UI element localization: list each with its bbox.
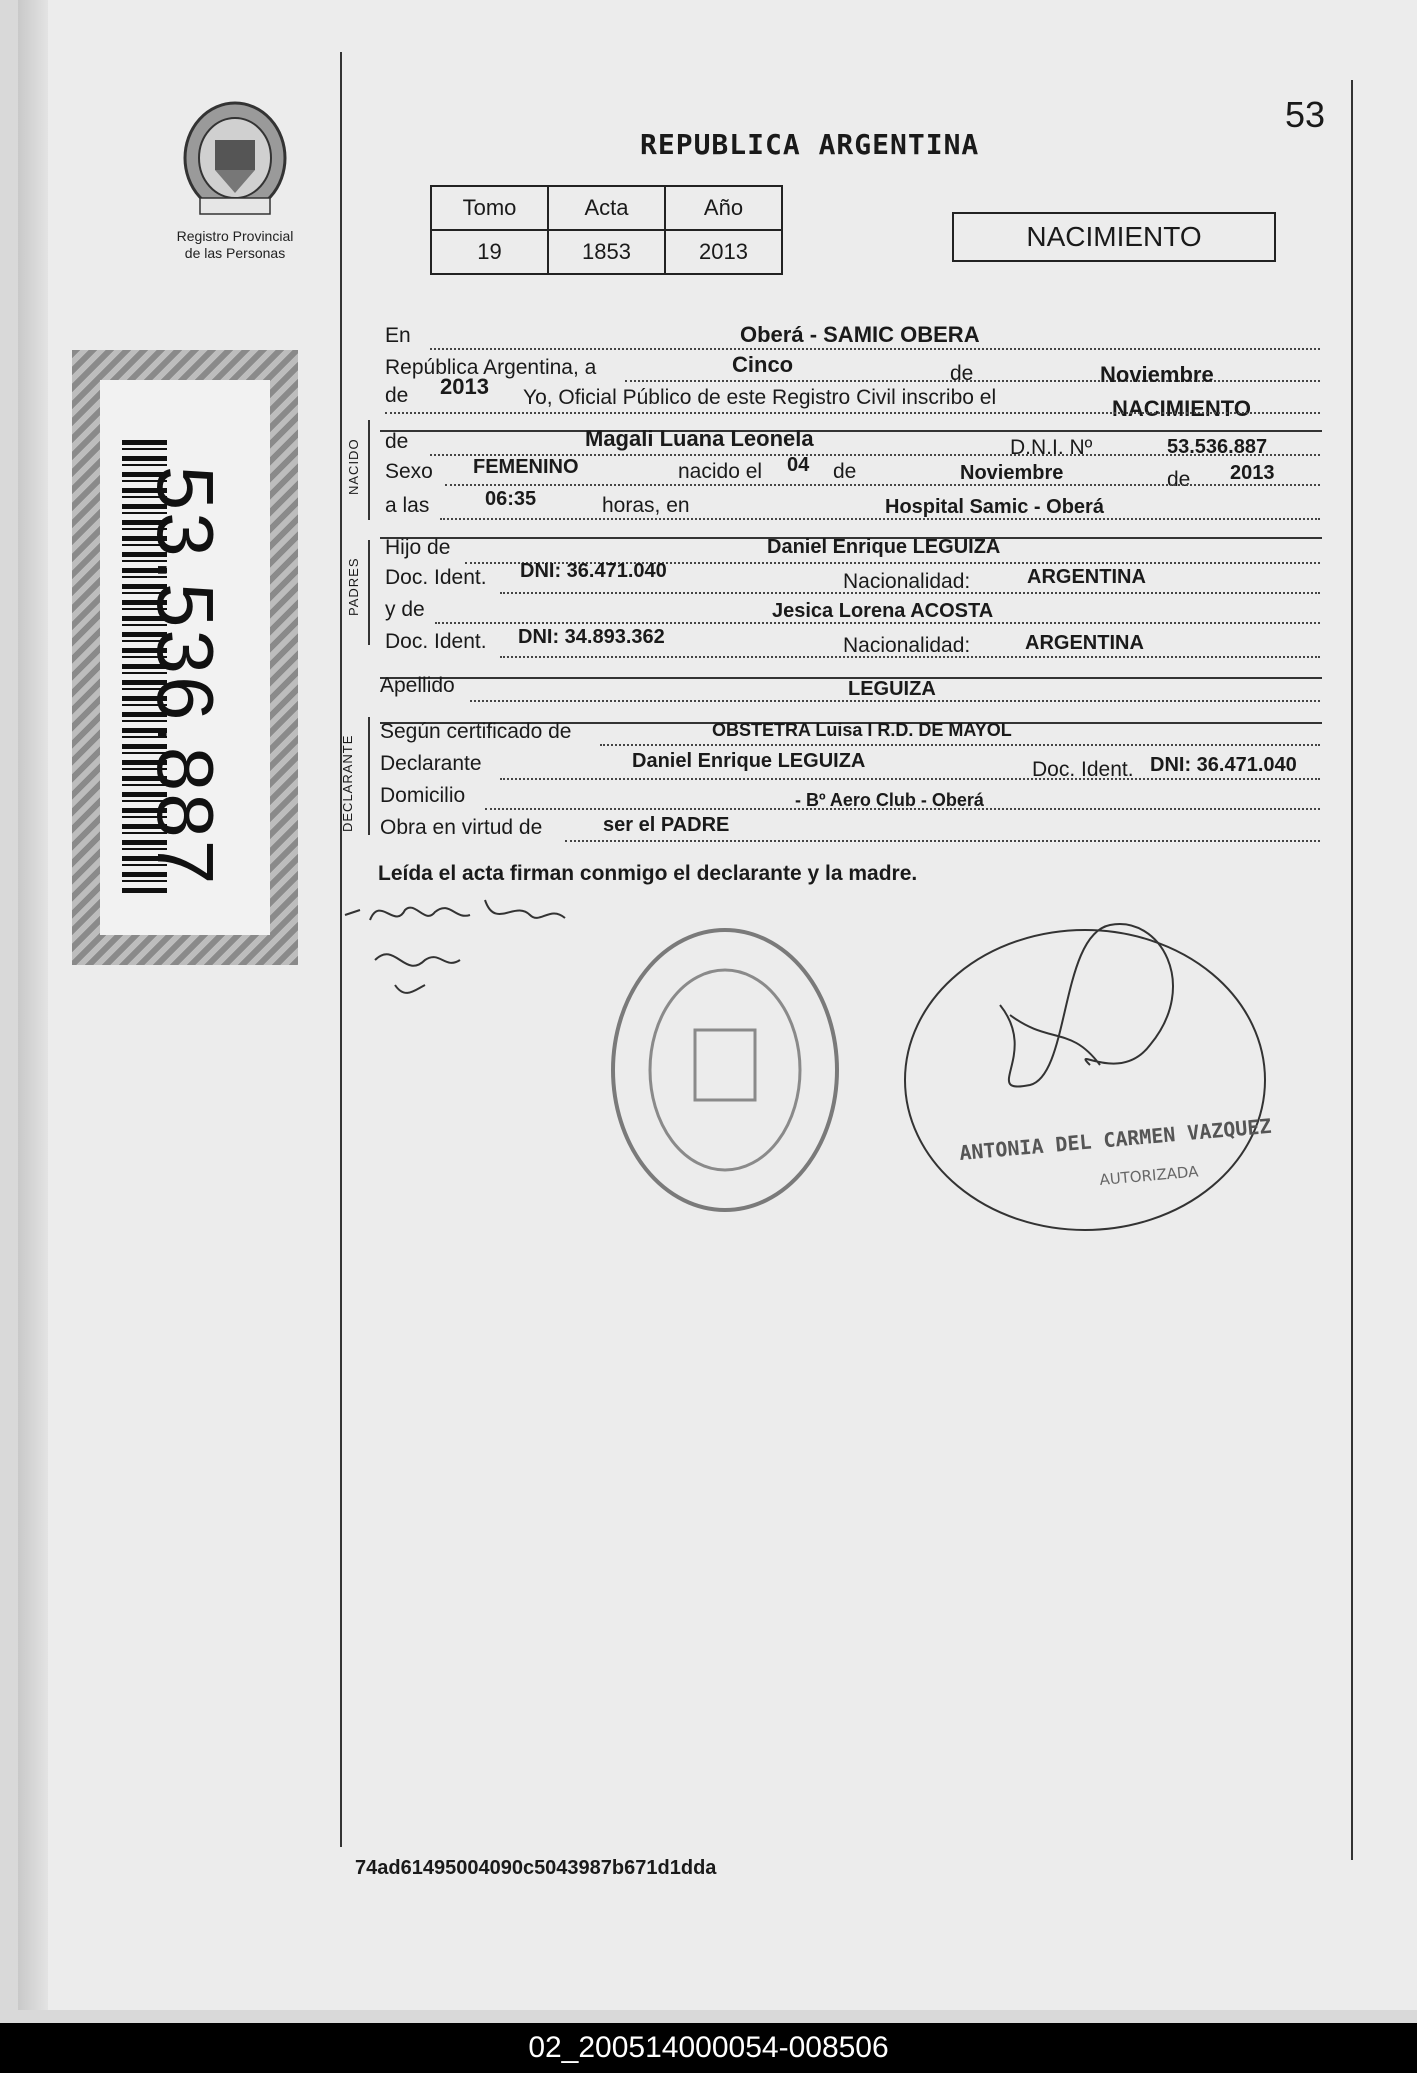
label-doc2: Doc. Ident.	[385, 630, 487, 653]
label-a-las: a las	[385, 494, 430, 517]
dotted-line	[385, 412, 1320, 414]
province-logo	[175, 98, 295, 262]
row-apellido	[380, 668, 1325, 702]
value-dia: Cinco	[732, 352, 794, 377]
row-obra	[380, 810, 1325, 844]
barcode-number: 53.536.887	[141, 465, 230, 887]
page-edge-shadow	[18, 0, 48, 2010]
value-en: Oberá - SAMIC OBERA	[740, 322, 980, 347]
registrar-signature-stamp	[900, 895, 1290, 1240]
side-label-declarante: DECLARANTE	[340, 734, 355, 832]
value-hora: 06:35	[485, 488, 537, 510]
value-doc3: DNI: 36.471.040	[1150, 754, 1297, 776]
registry-table	[430, 185, 783, 275]
side-label-nacido: NACIDO	[346, 438, 361, 495]
value-domicilio: - Bº Aero Club - Oberá	[795, 790, 984, 810]
value-nac1: ARGENTINA	[1027, 566, 1146, 588]
label-domicilio: Domicilio	[380, 784, 466, 807]
value-apellido: LEGUIZA	[848, 678, 936, 700]
value-madre: Jesica Lorena ACOSTA	[772, 600, 994, 622]
label-en: En	[385, 324, 411, 347]
label-horas: horas, en	[602, 494, 690, 517]
registry-header-tomo: Tomo	[431, 186, 548, 230]
row-en	[385, 318, 1325, 352]
value-mes: Noviembre	[1100, 362, 1214, 387]
row-oficial	[385, 374, 1325, 421]
value-nac-mes: Noviembre	[960, 462, 1064, 484]
coat-of-arms-icon	[175, 98, 295, 223]
label-y-de: y de	[385, 598, 425, 621]
barcode-panel	[72, 350, 298, 965]
label-obra: Obra en virtud de	[380, 816, 543, 839]
value-doc2: DNI: 34.893.362	[518, 626, 665, 648]
row-nombre	[385, 424, 1325, 458]
value-nac-anio: 2013	[1230, 462, 1275, 484]
value-declarante: Daniel Enrique LEGUIZA	[632, 750, 866, 772]
row-certificado	[380, 714, 1325, 748]
document-hash: 74ad61495004090c5043987b671d1dda	[355, 1857, 717, 1879]
label-apellido: Apellido	[380, 674, 455, 697]
dotted-line	[500, 656, 1320, 658]
row-doc1	[385, 560, 1325, 594]
value-inscribo: NACIMIENTO	[1112, 396, 1251, 421]
page-number: 53	[1285, 94, 1326, 135]
value-anio: 2013	[440, 374, 489, 399]
dotted-line	[470, 700, 1320, 702]
value-nac2: ARGENTINA	[1025, 632, 1144, 654]
closing-statement: Leída el acta firman conmigo el declarante y la madre.	[378, 862, 918, 885]
registry-value-acta: 1853	[548, 230, 665, 274]
label-doc1: Doc. Ident.	[385, 566, 487, 589]
official-round-seal	[600, 920, 860, 1220]
label-certificado: Según certificado de	[380, 720, 572, 743]
dotted-line	[440, 518, 1320, 520]
label-nac1: Nacionalidad:	[843, 570, 971, 593]
value-sexo: FEMENINO	[473, 456, 579, 478]
label-de2: de	[385, 384, 409, 407]
value-certificado: OBSTETRA Luisa I R.D. DE MAYOL	[712, 720, 1012, 740]
value-doc1: DNI: 36.471.040	[520, 560, 667, 582]
dotted-line	[445, 484, 1320, 486]
registry-header-acta: Acta	[548, 186, 665, 230]
scan-caption: 02_200514000054-008506	[528, 2031, 889, 2064]
label-nac2: Nacionalidad:	[843, 634, 971, 657]
row-domicilio	[380, 778, 1325, 812]
row-madre	[385, 592, 1325, 626]
barcode-inner	[100, 380, 270, 935]
label-nac-de: de	[833, 460, 857, 483]
registry-header-anio: Año	[665, 186, 782, 230]
right-margin-rule	[1351, 80, 1353, 1860]
value-nac-dia: 04	[787, 454, 810, 476]
declarante-bar	[368, 717, 370, 835]
label-dni: D.N.I. Nº	[1010, 436, 1093, 459]
value-obra: ser el PADRE	[603, 814, 730, 836]
row-hora	[385, 488, 1325, 522]
label-sexo: Sexo	[385, 460, 433, 483]
row-doc2	[385, 624, 1325, 658]
label-declarante: Declarante	[380, 752, 482, 775]
label-oficial: Yo, Oficial Público de este Registro Civil inscribo el	[523, 386, 997, 409]
value-nombre: Magali Luana Leonela	[585, 426, 814, 451]
padres-bar	[368, 540, 370, 645]
row-padre	[385, 530, 1325, 564]
stamp-name: ANTONIA DEL CARMEN VAZQUEZ	[958, 1113, 1273, 1165]
dotted-line	[565, 840, 1320, 842]
label-doc3: Doc. Ident.	[1032, 758, 1134, 781]
value-dni: 53.536.887	[1167, 436, 1268, 458]
logo-caption: Registro Provincial de las Personas	[176, 228, 294, 261]
registry-value-tomo: 19	[431, 230, 548, 274]
value-lugar: Hospital Samic - Oberá	[885, 496, 1104, 518]
label-de: de	[950, 362, 974, 385]
label-republica: República Argentina, a	[385, 356, 597, 379]
label-nacido-el: nacido el	[678, 460, 763, 483]
row-sexo	[385, 454, 1325, 491]
registry-value-anio: 2013	[665, 230, 782, 274]
scan-caption-bar	[0, 2023, 1417, 2073]
side-label-padres: PADRES	[346, 557, 361, 616]
stamp-subtitle: AUTORIZADA	[1098, 1162, 1200, 1189]
label-nombre: de	[385, 430, 409, 453]
nacido-bar	[368, 420, 370, 520]
act-type-box: NACIMIENTO	[952, 212, 1276, 262]
value-padre: Daniel Enrique LEGUIZA	[767, 536, 1001, 558]
label-nac-de2: de	[1167, 468, 1191, 491]
label-hijo-de: Hijo de	[385, 536, 451, 559]
document-title: REPUBLICA ARGENTINA	[640, 128, 980, 161]
row-declarante	[380, 746, 1325, 781]
